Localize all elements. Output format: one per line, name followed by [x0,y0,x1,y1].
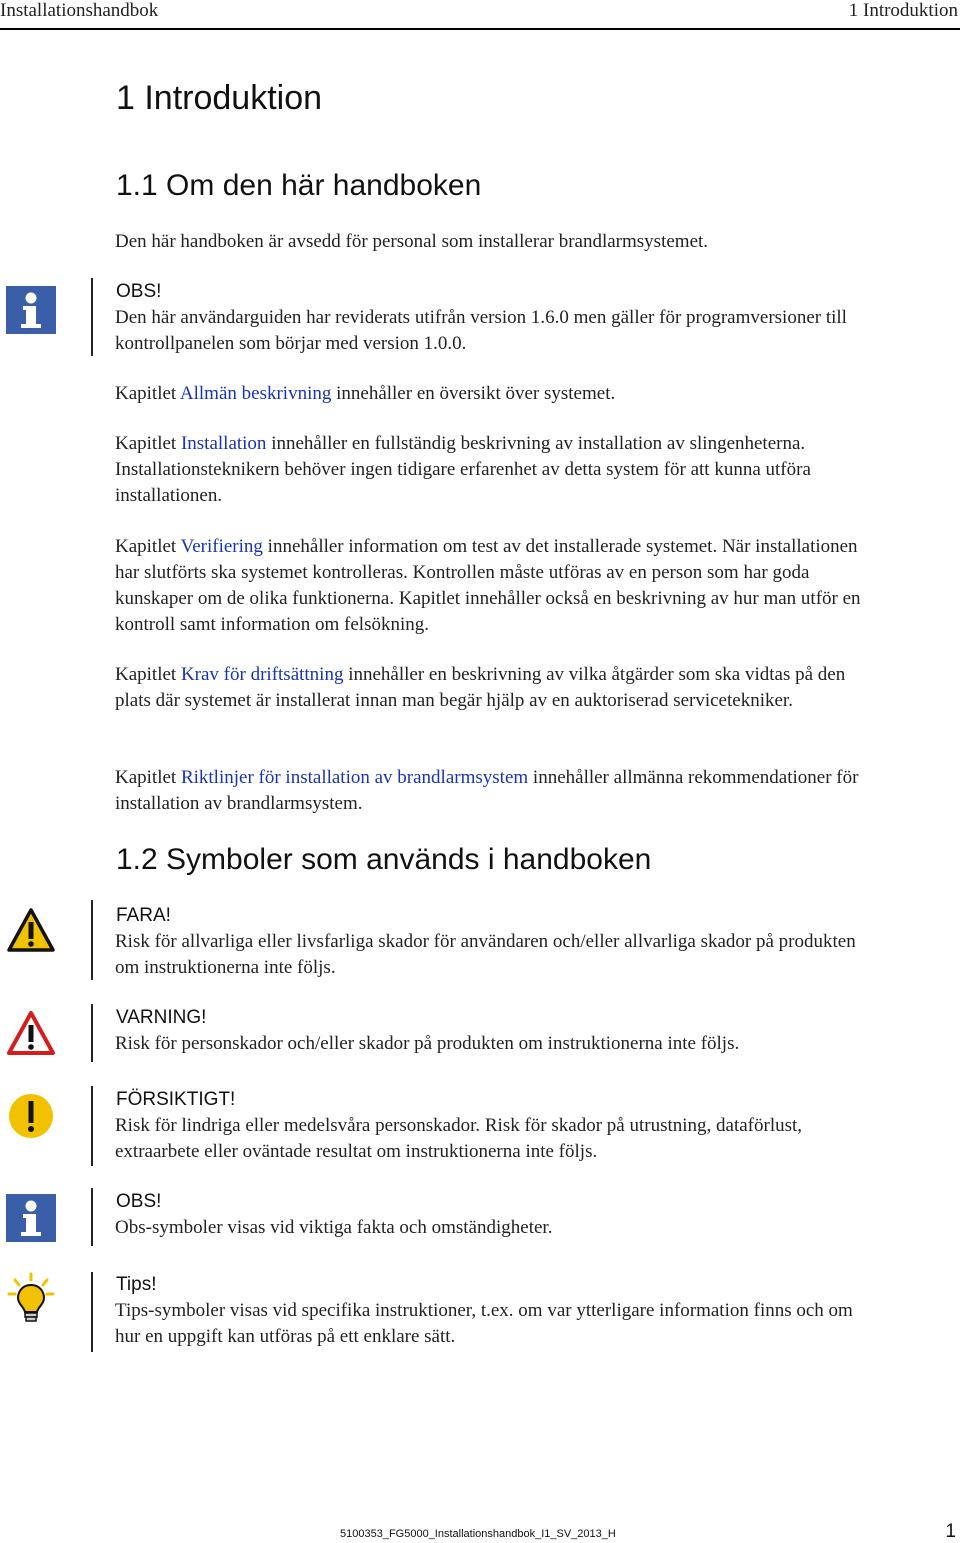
section-title-1-2: 1.2 Symboler som används i handboken [116,843,652,876]
paragraph-text: Kapitlet [115,664,181,685]
paragraph-text: innehåller en beskrivning av vilka åtgärder som ska vidtas på den plats där systemet är installerat innan man begär hjälp av en auktoriserad servicetekniker. [115,664,846,711]
paragraph-installation [115,431,885,509]
symbol-bar [91,1086,93,1166]
intro-paragraph: Den här handboken är avsedd för personal som installerar brandlarmsystemet. [115,231,709,252]
info-icon [6,1194,56,1247]
symbol-title-fara: FARA! [116,905,171,926]
info-icon [6,286,56,339]
symbol-title-obs: OBS! [116,1191,162,1212]
symbol-bar [91,1188,93,1246]
running-header-chapter: 1 Introduktion [848,0,958,21]
symbol-title-varning: VARNING! [116,1007,207,1028]
symbol-bar [91,1004,93,1062]
link-krav-for-driftsattning[interactable]: Krav för driftsättning [180,664,344,685]
paragraph-text: Kapitlet [115,767,181,788]
paragraph-text: Kapitlet [115,433,181,454]
symbol-title-forsiktigt: FÖRSIKTIGT! [116,1089,236,1110]
warning-icon [6,1010,56,1061]
symbol-bar [91,900,93,980]
danger-icon [6,907,56,958]
paragraph-text: innehåller en översikt över systemet. [331,383,616,404]
paragraph-text: innehåller information om test av det installerade systemet. När installationen har slutförts ska systemet kontrolleras. Kontrollen måste utföras av en person som har goda kunskaper om de olika funktionerna. Kapitlet innehåller också en beskrivning av hur man utför en kontroll samt information om felsökning. [115,536,861,635]
note-title: OBS! [116,281,162,302]
symbol-title-tips: Tips! [116,1274,157,1295]
link-allman-beskrivning[interactable]: Allmän beskrivning [179,383,332,404]
symbol-text-obs: Obs-symboler visas vid viktiga fakta och omständigheter. [115,1217,553,1238]
paragraph-riktlinjer [115,765,885,817]
symbol-text-tips: Tips-symboler visas vid specifika instruktioner, t.ex. om var ytterligare information finns och om hur en uppgift kan utföras på ett enklare sätt. [115,1300,853,1347]
note-bar [91,278,93,356]
link-installation[interactable]: Installation [180,433,267,454]
symbol-text-fara: Risk för allvarliga eller livsfarliga skador för användaren och/eller allvarliga skador på produkten om instruktionerna inte följs. [115,931,856,978]
symbol-bar [91,1272,93,1352]
footer-doc-id: 5100353_FG5000_Installationshandbok_I1_SV_2013_H [340,1528,616,1540]
symbol-text-varning: Risk för personskador och/eller skador på produkten om instruktionerna inte följs. [115,1033,740,1054]
note-text: Den här användarguiden har reviderats utifrån version 1.6.0 men gäller för programversioner till kontrollpanelen som börjar med version 1.0.0. [115,307,847,354]
symbol-text-forsiktigt: Risk för lindriga eller medelsvåra personskador. Risk för skador på utrustning, dataförlust, extraarbete eller oväntade resultat om instruktionerna inte följs. [115,1115,803,1162]
page-number: 1 [945,1521,956,1542]
running-header-title: Installationshandbok [0,0,159,21]
link-verifiering[interactable]: Verifiering [180,536,263,557]
paragraph-text: Kapitlet [115,383,180,404]
paragraph-allman [115,381,885,407]
paragraph-krav [115,662,885,714]
lightbulb-icon [6,1272,56,1329]
section-title-1-1: 1.1 Om den här handboken [116,169,482,202]
paragraph-text: innehåller en fullständig beskrivning av installation av slingenheterna. Installationsteknikern behöver ingen tidigare erfarenhet av detta system för att kunna utföra installationen. [115,433,811,506]
paragraph-text: Kapitlet [115,536,181,557]
caution-icon [6,1092,56,1145]
paragraph-verifiering [115,534,885,638]
link-riktlinjer[interactable]: Riktlinjer för installation av brandlarmsystem [180,767,529,788]
paragraph-text: innehåller allmänna rekommendationer för installation av brandlarmsystem. [115,767,859,814]
chapter-title: 1 Introduktion [116,79,323,117]
header-rule [0,28,960,30]
